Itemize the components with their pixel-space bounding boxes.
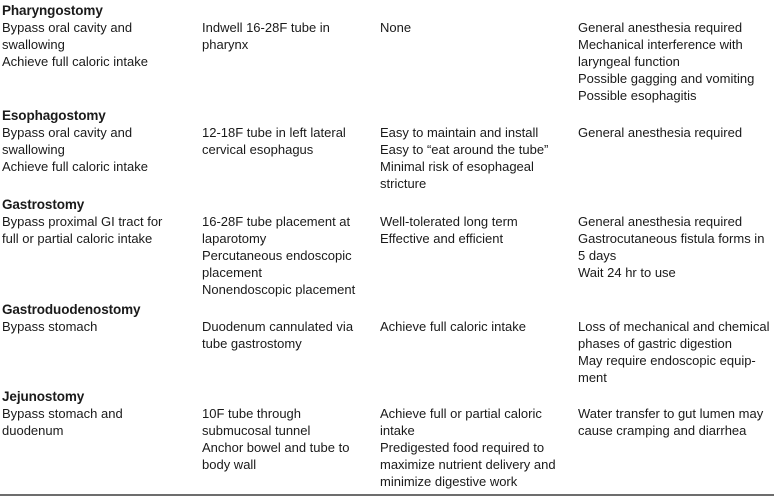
technique-line: submucosal tunnel — [202, 423, 311, 438]
advantage-line: Minimal risk of esophageal — [380, 159, 534, 174]
disadvantage-line: 5 days — [578, 248, 617, 263]
technique-line: tube gastrostomy — [202, 336, 302, 351]
advantage-line: None — [380, 20, 412, 35]
purpose-line: Bypass oral cavity and — [2, 125, 133, 140]
disadvantage-line: Possible esophagitis — [578, 88, 697, 103]
technique-line: Percutaneous endoscopic — [202, 248, 352, 263]
section-title: Gastroduodenostomy — [2, 302, 141, 317]
purpose-cell — [2, 318, 187, 335]
technique-line: 10F tube through — [202, 406, 302, 421]
disadvantage-line: May require endoscopic equip- — [578, 353, 756, 368]
technique-line: 16-28F tube placement at — [202, 214, 351, 229]
advantage-line: stricture — [380, 176, 427, 191]
disadvantage-line: Possible gagging and vomiting — [578, 71, 755, 86]
advantage-line: Easy to maintain and install — [380, 125, 539, 140]
advantages-cell — [380, 318, 565, 335]
technique-cell — [202, 318, 367, 352]
disadvantage-line: General anesthesia required — [578, 214, 743, 229]
disadvantages-cell — [578, 124, 773, 141]
purpose-line: swallowing — [2, 142, 65, 157]
technique-line: Anchor bowel and tube to — [202, 440, 350, 455]
purpose-line: Achieve full caloric intake — [2, 54, 148, 69]
bottom-divider — [0, 494, 774, 496]
purpose-line: swallowing — [2, 37, 65, 52]
technique-line: cervical esophagus — [202, 142, 314, 157]
technique-line: placement — [202, 265, 262, 280]
section-title: Gastrostomy — [2, 197, 85, 212]
advantage-line: Achieve full caloric intake — [380, 319, 526, 334]
disadvantage-line: Gastrocutaneous fistula forms in — [578, 231, 765, 246]
advantage-line: Effective and efficient — [380, 231, 504, 246]
disadvantage-line: Loss of mechanical and chemical — [578, 319, 770, 334]
disadvantage-line: cause cramping and diarrhea — [578, 423, 747, 438]
disadvantage-line: phases of gastric digestion — [578, 336, 732, 351]
technique-cell — [202, 213, 367, 298]
section-title: Jejunostomy — [2, 389, 85, 404]
technique-line: 12-18F tube in left lateral — [202, 125, 346, 140]
purpose-line: Bypass proximal GI tract for — [2, 214, 163, 229]
advantages-cell — [380, 405, 565, 490]
technique-cell — [202, 124, 367, 158]
purpose-line: full or partial caloric intake — [2, 231, 153, 246]
purpose-line: Bypass oral cavity and — [2, 20, 133, 35]
disadvantage-line: General anesthesia required — [578, 20, 743, 35]
technique-cell — [202, 405, 367, 473]
section-title: Esophagostomy — [2, 108, 106, 123]
disadvantage-line: Mechanical interference with — [578, 37, 743, 52]
section-title: Pharyngostomy — [2, 3, 103, 18]
technique-cell — [202, 19, 367, 53]
purpose-cell — [2, 405, 187, 439]
purpose-cell — [2, 213, 187, 247]
purpose-line: duodenum — [2, 423, 64, 438]
disadvantage-line: General anesthesia required — [578, 125, 743, 140]
advantage-line: intake — [380, 423, 415, 438]
technique-line: pharynx — [202, 37, 249, 52]
technique-line: Indwell 16-28F tube in — [202, 20, 330, 35]
advantage-line: Predigested food required to — [380, 440, 545, 455]
technique-line: laparotomy — [202, 231, 267, 246]
disadvantages-cell — [578, 213, 773, 281]
advantages-cell — [380, 124, 565, 192]
disadvantage-line: laryngeal function — [578, 54, 680, 69]
advantage-line: minimize digestive work — [380, 474, 518, 489]
purpose-line: Achieve full caloric intake — [2, 159, 148, 174]
disadvantage-line: Wait 24 hr to use — [578, 265, 676, 280]
technique-line: Duodenum cannulated via — [202, 319, 354, 334]
advantages-cell — [380, 213, 565, 247]
advantage-line: Easy to “eat around the tube” — [380, 142, 549, 157]
purpose-cell — [2, 19, 187, 70]
disadvantages-cell — [578, 19, 773, 104]
purpose-line: Bypass stomach — [2, 319, 98, 334]
technique-line: body wall — [202, 457, 257, 472]
purpose-line: Bypass stomach and — [2, 406, 123, 421]
disadvantage-line: Water transfer to gut lumen may — [578, 406, 764, 421]
disadvantages-cell — [578, 405, 773, 439]
advantage-line: Well-tolerated long term — [380, 214, 518, 229]
advantage-line: maximize nutrient delivery and — [380, 457, 556, 472]
advantages-cell — [380, 19, 565, 36]
technique-line: Nonendoscopic placement — [202, 282, 356, 297]
disadvantages-cell — [578, 318, 773, 386]
purpose-cell — [2, 124, 187, 175]
disadvantage-line: ment — [578, 370, 607, 385]
advantage-line: Achieve full or partial caloric — [380, 406, 542, 421]
